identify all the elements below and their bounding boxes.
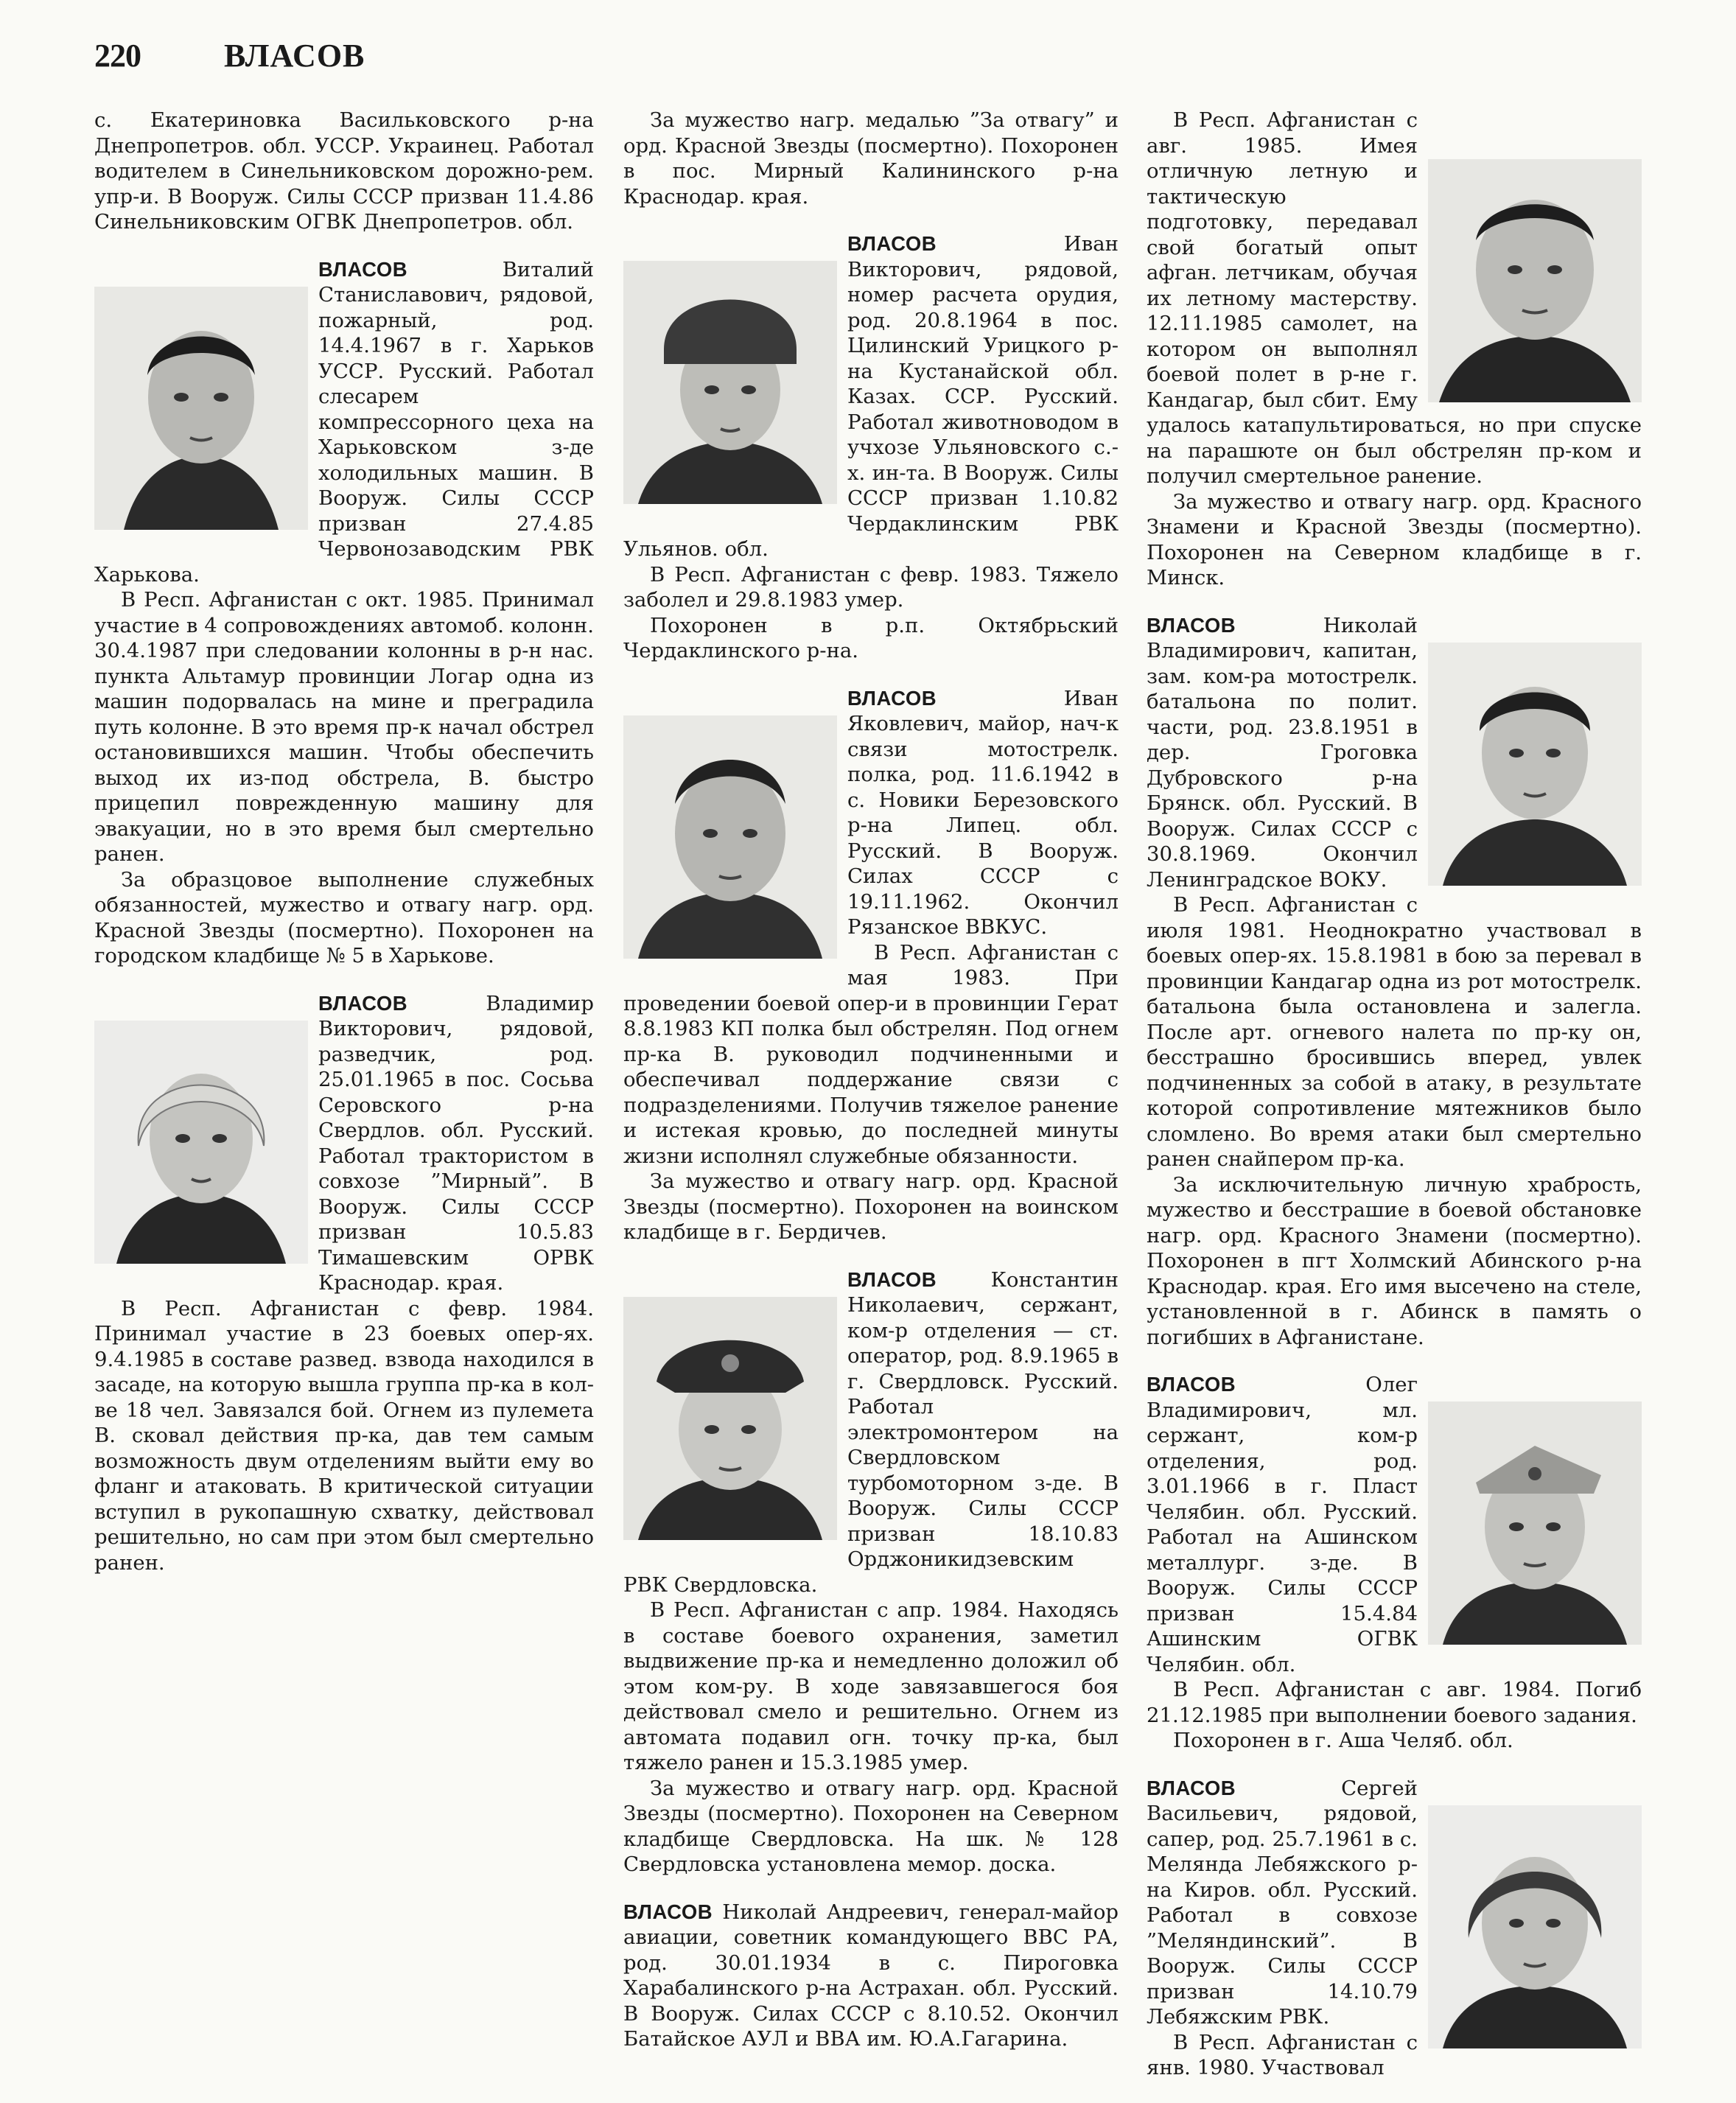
entry-surname: ВЛАСОВ <box>847 232 937 255</box>
entry-vlasov-konstantin <box>623 1267 1119 1878</box>
page-number: 220 <box>94 38 141 74</box>
entry-paragraph: В Респ. Афганистан с авг. 1984. Погиб 21.12.1985 при выполнении боевого задания. <box>1147 1678 1642 1727</box>
entry-continued-3 <box>1147 108 1642 591</box>
entry-vlasov-nikolay-a <box>623 1900 1119 2052</box>
entry-paragraph: За мужество нагр. медалью ”За отвагу” и орд. Красной Звезды (посмертно). Похоронен в пос. Мирный Калининского р-на Краснодар. края. <box>623 108 1119 209</box>
portrait-photo <box>1428 1402 1642 1645</box>
portrait-photo <box>1428 159 1642 402</box>
entry-paragraph: За образцовое выполнение служебных обязанностей, мужество и отвагу нагр. орд. Красной Звезды (посмертно). Похоронен на городском кладбище № 5 в Харькове. <box>94 867 594 967</box>
entry-paragraph: За мужество и отвагу нагр. орд. Красной Звезды (посмертно). Похоронен на Северном кладбище Свердловска. На шк. № 128 Свердловска установлена мемор. доска. <box>623 1776 1119 1876</box>
column-3 <box>1147 108 1642 2103</box>
entry-vlasov-nikolay-v <box>1147 613 1642 1351</box>
entry-surname: ВЛАСОВ <box>1147 1776 1236 1799</box>
entry-vlasov-vitaly <box>94 257 594 969</box>
entry-paragraph: В Респ. Афганистан с авг. 1985. Имея отличную летную и тактическую подготовку, передавал свой богатый опыт афган. летчикам, обучая их летному мастерству. 12.11.1985 самолет, на котором он выполнял боевой полет в р-не г. Кандагар, был сбит. Ему удалось катапультироваться, но при спуске на парашюте он был обстрелян пр-ком и получил смертельное ранение. <box>1147 108 1642 488</box>
column-2 <box>623 108 1119 2074</box>
entry-paragraph: В Респ. Афганистан с февр. 1983. Тяжело заболел и 29.8.1983 умер. <box>623 562 1119 612</box>
entry-paragraph: В Респ. Афганистан с апр. 1984. Находясь в составе боевого охранения, заметил выдвижение пр-ка и немедленно доложил об этом ком-ру. В ходе завязавшегося боя действовал смело и решительно. Огнем из автомата подавил огн. точку пр-ка, был тяжело ранен и 15.3.1985 умер. <box>623 1598 1119 1774</box>
entry-details: Сергей Васильевич, рядовой, сапер, род. 25.7.1961 в с. Мелянда Лебяжского р-на Киров. обл. Русский. Работал в совхозе ”Меляндинский”. В Вооруж. Силы СССР призван 14.10.79 Лебяжским РВК. <box>1147 1776 1418 2029</box>
portrait-image <box>623 261 837 504</box>
entry-surname: ВЛАСОВ <box>847 1267 937 1291</box>
entry-surname: ВЛАСОВ <box>318 257 408 281</box>
portrait-image <box>94 1021 308 1264</box>
entry-paragraph: Похоронен в г. Аша Челяб. обл. <box>1173 1729 1513 1752</box>
entry-vlasov-oleg <box>1147 1372 1642 1754</box>
portrait-image <box>1428 643 1642 886</box>
running-head: ВЛАСОВ <box>224 38 365 74</box>
entry-surname: ВЛАСОВ <box>318 991 408 1015</box>
portrait-image <box>1428 1805 1642 2048</box>
portrait-photo <box>94 1021 308 1264</box>
entry-surname: ВЛАСОВ <box>847 686 937 710</box>
portrait-image <box>94 287 308 530</box>
entry-details: Константин Николаевич, сержант, ком-р отделения — ст. оператор, род. 8.9.1965 в г. Свердловск. Русский. Работал электромонтером на Свердловском турбомоторном з-де. В Вооруж. Силы СССР призван 18.10.83 Орджоникидзевским РВК Свердловска. <box>623 1267 1119 1597</box>
entry-paragraph: В Респ. Афганистан с окт. 1985. Принимал участие в 4 сопровождениях автомоб. колонн. 30.4.1987 при следовании колонны в р-н нас. пункта Альтамур провинции Логар одна из машин подорвалась на мине и преградила путь колонне. В это время пр-к начал обстрел остановившихся машин. Чтобы обеспечить выход их из-под обстрела, В. быстро прицепил поврежденную машину для эвакуации, но в это время был смертельно ранен. <box>94 588 594 866</box>
portrait-image <box>623 715 837 959</box>
entry-paragraph: В Респ. Афганистан с янв. 1980. Участвовал <box>1147 2030 1418 2079</box>
portrait-photo <box>623 1297 837 1540</box>
portrait-image <box>623 1297 837 1540</box>
entry-paragraph: За исключительную личную храбрость, мужество и бесстрашие в боевой обстановке нагр. орд. Красного Знамени (посмертно). Похоронен в пгт Холмский Абинского р-на Краснодар. края. Его имя высечено на стеле, установленной в г. Абинск в память о погибших в Афганистане. <box>1147 1172 1642 1349</box>
entry-paragraph: В Респ. Афганистан с мая 1983. При проведении боевой опер-и в провинции Герат 8.8.1983 КП полка был обстрелян. Под огнем пр-ка В. руководил подчиненными и обеспечивал поддержание связи с подразделениями. Получив тяжелое ранение и истекая кровью, до последней минуты жизни исполнял служебные обязанности. <box>623 940 1119 1168</box>
entry-details: Николай Андреевич, генерал-майор авиации, советник командующего ВВС РА, род. 30.01.1934 в с. Пироговка Харабалинского р-на Астрахан. обл. Русский. В Вооруж. Силах СССР с 8.10.52. Окончил Батайское АУЛ и ВВА им. Ю.А.Гагарина. <box>623 1900 1119 2051</box>
entry-paragraph: Похоронен в р.п. Октябрьский Чердаклинского р-на. <box>623 613 1119 662</box>
entry-vlasov-ivan-ya <box>623 686 1119 1245</box>
portrait-image <box>1428 159 1642 402</box>
portrait-image <box>1428 1402 1642 1645</box>
entry-paragraph: За мужество и отвагу нагр. орд. Красного Знамени и Красной Звезды (посмертно). Похоронен на Северном кладбище в г. Минск. <box>1147 489 1642 589</box>
entry-vlasov-sergey <box>1147 1776 1642 2081</box>
entry-paragraph: За мужество и отвагу нагр. орд. Красной Звезды (посмертно). Похоронен на воинском кладбище в г. Бердичев. <box>623 1169 1119 1244</box>
entry-details: Владимир Викторович, рядовой, разведчик, род. 25.01.1965 в пос. Сосьва Серовского р-на Свердлов. обл. Русский. Работал трактористом в совхозе ”Мирный”. В Вооруж. Силы СССР призван 10.5.83 Тимашевским ОРВК Краснодар. края. <box>318 991 594 1295</box>
entry-details: Виталий Станиславович, рядовой, пожарный, род. 14.4.1967 в г. Харьков УССР. Русский. Работал слесарем компрессорного цеха на Харьковском з-де холодильных машин. В Вооруж. Силы СССР призван 27.4.85 Червонозаводским РВК Харькова. <box>94 257 594 587</box>
entry-paragraph: В Респ. Афганистан с февр. 1984. Принимал участие в 23 боевых опер-ях. 9.4.1985 в составе развед. взвода находился в засаде, на которую вышла группа пр-ка в кол-ве 18 чел. Завязался бой. Огнем из пулемета В. сковал действия пр-ка, дав тем самым возможность двум отделениям выйти ему во фланг и атаковать. В критической ситуации вступил в рукопашную схватку, действовал решительно, но сам при этом был смертельно ранен. <box>94 1296 594 1575</box>
portrait-photo <box>1428 1805 1642 2048</box>
column-1 <box>94 108 594 1598</box>
entry-vlasov-ivan-v <box>623 231 1119 664</box>
portrait-photo <box>623 715 837 959</box>
entry-continued <box>94 108 594 235</box>
entry-details: Олег Владимирович, мл. сержант, ком-р отделения, род. 3.01.1966 в г. Пласт Челябин. обл. Русский. Работал на Ашинском металлург. з-де. В Вооруж. Силы СССР призван 15.4.84 Ашинским ОГВК Челябин. обл. <box>1147 1373 1418 1676</box>
entry-surname: ВЛАСОВ <box>1147 1373 1236 1396</box>
portrait-photo <box>623 261 837 504</box>
entry-paragraph: В Респ. Афганистан с июля 1981. Неоднократно участвовал в боевых опер-ях. 15.8.1981 в бою за перевал в провинции Кандагар одна из рот мотострелк. батальона была остановлена и залегла. После арт. огневого налета по пр-ку он, бесстрашно бросившись вперед, увлек подчиненных за собой в атаку, в результате которой сопротивление мятежников было сломлено. Во время атаки был смертельно ранен снайпером пр-ка. <box>1147 893 1642 1171</box>
portrait-photo <box>1428 643 1642 886</box>
entry-details: Иван Яковлевич, майор, нач-к связи мотострелк. полка, род. 11.6.1942 в с. Новики Березовского р-на Липец. обл. Русский. В Вооруж. Силах СССР с 19.11.1962. Окончил Рязанское ВВКУС. <box>847 686 1119 939</box>
entry-surname: ВЛАСОВ <box>623 1900 713 1923</box>
entry-vlasov-vladimir <box>94 991 594 1576</box>
entry-paragraph: с. Екатериновка Васильковского р-на Днепропетров. обл. УССР. Украинец. Работал водителем в Синельниковском дорожно-рем. упр-и. В Вооруж. Силы СССР призван 11.4.86 Синельниковским ОГВК Днепропетров. обл. <box>94 108 594 234</box>
entry-details: Иван Викторович, рядовой, номер расчета орудия, род. 20.8.1964 в пос. Цилинский Урицкого р-на Кустанайской обл. Казах. ССР. Русский. Работал животноводом в учхозе Ульяновского с.-х. ин-та. В Вооруж. Силы СССР призван 1.10.82 Чердаклинским РВК Ульянов. обл. <box>623 232 1119 561</box>
entry-details: Николай Владимирович, капитан, зам. ком-ра мотострелк. батальона по полит. части, род. 23.8.1951 в дер. Гроговка Дубровского р-на Брянск. обл. Русский. В Вооруж. Силах СССР с 30.8.1969. Окончил Ленинградское ВОКУ. <box>1147 613 1418 892</box>
entry-surname: ВЛАСОВ <box>1147 613 1236 637</box>
entry-continued-2 <box>623 108 1119 209</box>
portrait-photo <box>94 287 308 530</box>
